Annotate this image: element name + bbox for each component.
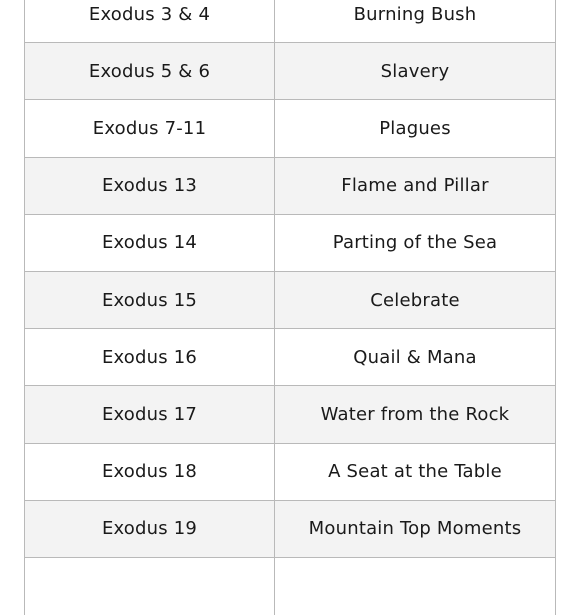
lesson-title: Plagues <box>379 117 451 139</box>
scripture-reference: Exodus 13 <box>25 158 275 214</box>
empty-cell <box>275 558 555 615</box>
scripture-reference: Exodus 17 <box>25 386 275 442</box>
table-row <box>25 100 555 157</box>
scripture-reference: Exodus 14 <box>25 215 275 271</box>
scripture-reference: Exodus 19 <box>25 501 275 557</box>
lesson-title: Flame and Pillar <box>341 175 489 197</box>
table-row-empty <box>25 558 555 615</box>
table-row <box>25 329 555 386</box>
scripture-reference: Exodus 7-11 <box>25 100 275 156</box>
scripture-reference: Exodus 18 <box>25 444 275 500</box>
lesson-title: A Seat at the Table <box>328 461 502 483</box>
lesson-title: Mountain Top Moments <box>308 518 522 540</box>
lesson-title: Quail & Mana <box>353 346 477 368</box>
table-row <box>25 272 555 329</box>
lesson-title: Burning Bush <box>353 3 477 25</box>
table-row <box>25 386 555 443</box>
scripture-reference: Exodus 15 <box>25 272 275 328</box>
scripture-reference: Exodus 3 & 4 <box>25 0 275 42</box>
lesson-table <box>24 0 556 615</box>
table-row <box>25 501 555 558</box>
lesson-title: Water from the Rock <box>320 403 510 425</box>
lesson-title: Celebrate <box>370 289 460 311</box>
table-row <box>25 444 555 501</box>
table-row <box>25 0 555 43</box>
scripture-reference: Exodus 5 & 6 <box>25 43 275 99</box>
scripture-reference: Exodus 16 <box>25 329 275 385</box>
empty-cell <box>25 558 275 615</box>
table-row <box>25 215 555 272</box>
table-row <box>25 158 555 215</box>
lesson-title: Slavery <box>380 60 450 82</box>
table-row <box>25 43 555 100</box>
lesson-title: Parting of the Sea <box>332 232 498 254</box>
